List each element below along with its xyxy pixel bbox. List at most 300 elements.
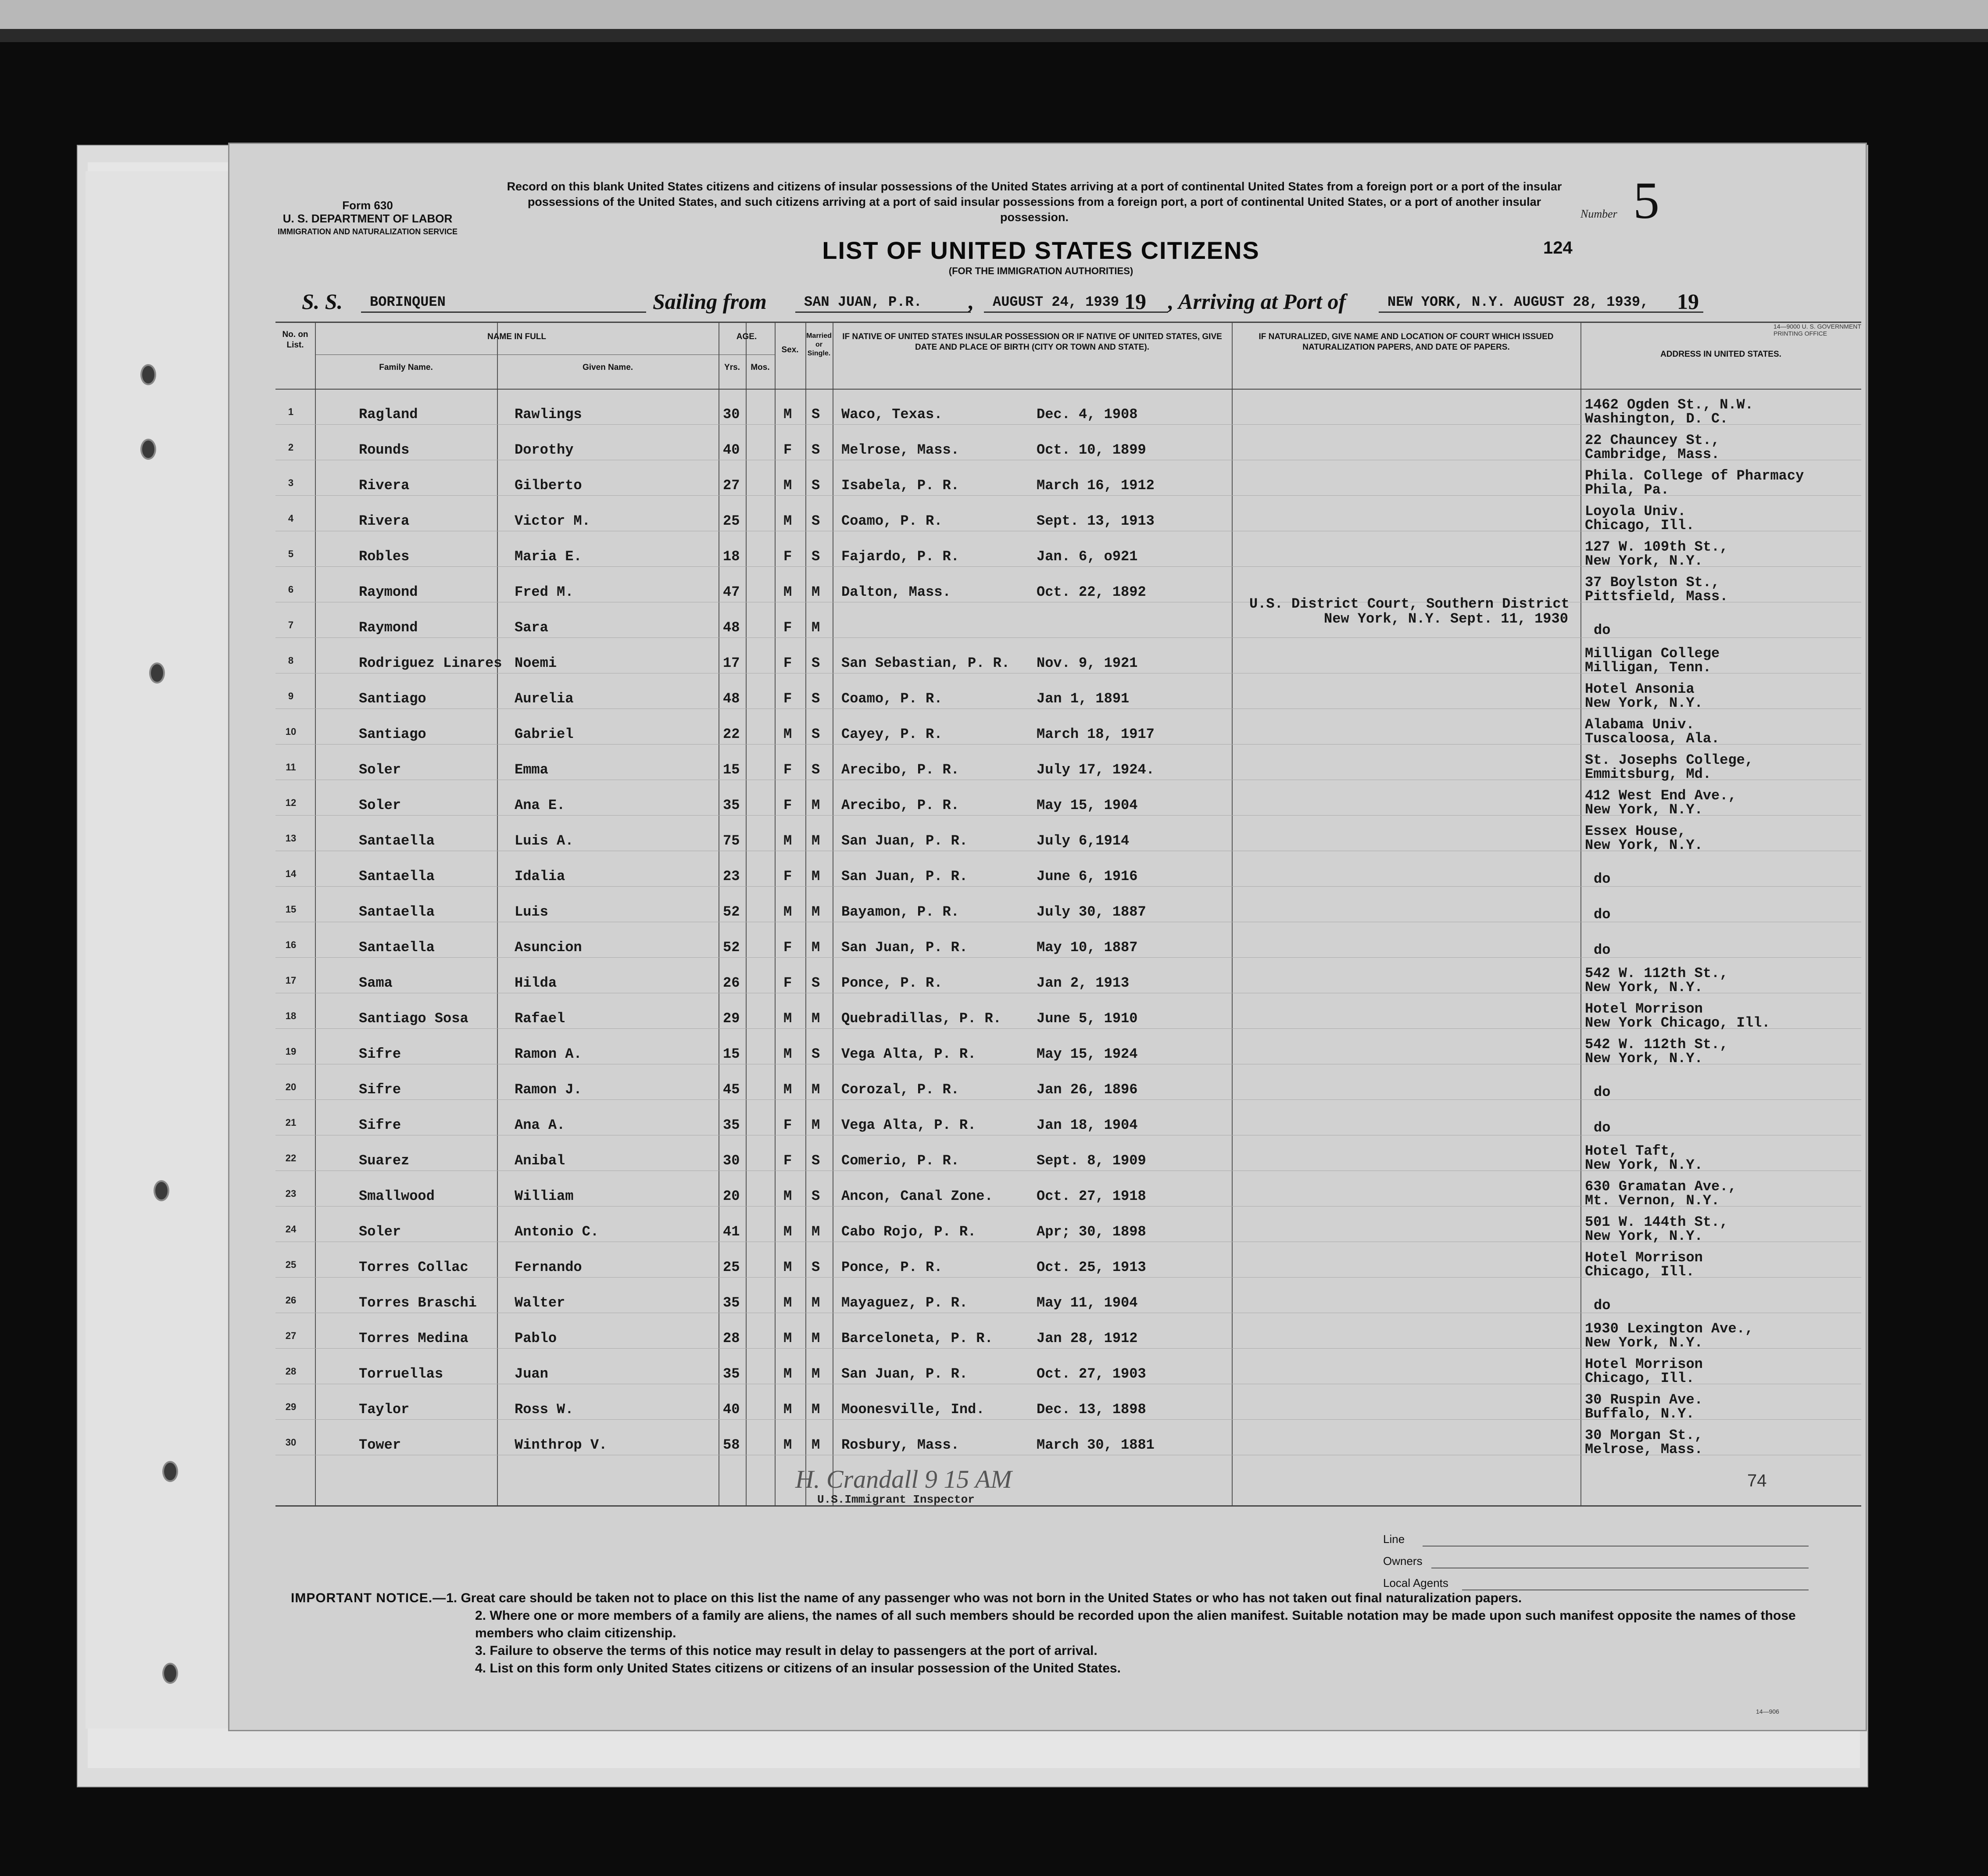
cell-given: Ana E. [515,797,565,813]
cell-ms: S [812,477,820,494]
bottom-print-code: 14—906 [1756,1708,1779,1715]
cell-addr1: Alabama Univ. [1585,716,1695,733]
cell-given: Antonio C. [515,1224,599,1240]
cell-no: 23 [285,1188,297,1199]
row-rule [275,886,1861,887]
ship-name: BORINQUEN [370,294,446,310]
cell-place: Melrose, Mass. [841,442,959,458]
cell-addr2: Milligan, Tenn. [1585,659,1712,676]
cell-yrs: 45 [723,1081,740,1098]
cell-family: Torres Medina [359,1330,468,1346]
binder-hole [140,364,156,385]
cell-yrs: 26 [723,975,740,991]
col-divider [1580,323,1581,1505]
cell-sex: M [783,477,792,494]
cell-date: May 11, 1904 [1037,1295,1138,1311]
cell-yrs: 40 [723,1401,740,1418]
cell-ms: M [812,1366,820,1382]
cell-date: Sept. 8, 1909 [1037,1153,1146,1169]
cell-no: 5 [288,548,294,559]
cell-sex: M [783,513,792,529]
cell-sex: F [783,868,792,884]
cell-family: Sifre [359,1046,401,1062]
cell-date: May 10, 1887 [1037,939,1138,956]
cell-place: Moonesville, Ind. [841,1401,985,1418]
cell-sex: F [783,1117,792,1133]
arriving-label: , Arriving at Port of [1168,289,1346,314]
cell-date: March 18, 1917 [1037,726,1155,742]
cell-no: 8 [288,655,294,666]
cell-yrs: 35 [723,797,740,813]
sailing-date: AUGUST 24, 1939 [993,294,1119,310]
cell-no: 29 [285,1401,297,1412]
hdr-sex: Sex. [781,345,799,354]
cell-date: Jan 18, 1904 [1037,1117,1138,1133]
cell-given: William [515,1188,574,1204]
cell-yrs: 52 [723,939,740,956]
cell-addr2: New York, N.Y. [1585,1228,1703,1244]
cell-given: Aurelia [515,691,574,707]
cell-addr1: Hotel Morrison [1585,1001,1703,1017]
binder-hole [162,1461,178,1482]
cell-addr1: Hotel Taft, [1585,1143,1678,1159]
cell-ms: M [812,619,820,636]
cell-ms: M [812,1401,820,1418]
cell-date: July 30, 1887 [1037,904,1146,920]
cell-date: June 6, 1916 [1037,868,1138,884]
cell-sex: F [783,762,792,778]
cell-ms: S [812,655,820,671]
agents-label: Local Agents [1383,1576,1448,1590]
cell-date: Jan 26, 1896 [1037,1081,1138,1098]
cell-given: Winthrop V. [515,1437,608,1453]
cell-ms: S [812,548,820,565]
cell-addr1: 1930 Lexington Ave., [1585,1321,1754,1337]
cell-date: Jan 28, 1912 [1037,1330,1138,1346]
passenger-table [275,322,1861,1507]
cell-given: Emma [515,762,548,778]
cell-yrs: 22 [723,726,740,742]
cell-yrs: 30 [723,1153,740,1169]
cell-addr1: Milligan College [1585,645,1720,662]
col-divider [497,323,498,1505]
hdr-name: NAME IN FULL [487,332,547,341]
cell-no: 2 [288,442,294,453]
cell-place: Barceloneta, P. R. [841,1330,993,1346]
cell-sex: M [783,1188,792,1204]
cell-date: July 17, 1924. [1037,762,1155,778]
cell-given: Gilberto [515,477,582,494]
cell-sex: F [783,797,792,813]
cell-addr1: 630 Gramatan Ave., [1585,1178,1737,1195]
cell-given: Sara [515,619,548,636]
line-label: Line [1383,1532,1405,1546]
row-rule [275,1099,1861,1100]
cell-sex: F [783,691,792,707]
cell-addr1: 542 W. 112th St., [1585,965,1728,981]
cell-addr1: do [1594,871,1611,887]
cell-given: Hilda [515,975,557,991]
hdr-address: ADDRESS IN UNITED STATES. [1660,350,1781,359]
cell-family: Rodriguez Linares [359,655,502,671]
cell-no: 9 [288,691,294,702]
cell-family: Robles [359,548,410,565]
cell-addr2: Emmitsburg, Md. [1585,766,1712,782]
cell-ms: M [812,797,820,813]
cell-addr2: New York, N.Y. [1585,837,1703,853]
inspector-signature: H. Crandall 9 15 AM [795,1465,1012,1493]
page-title: LIST OF UNITED STATES CITIZENS [822,236,1260,264]
cell-addr2: New York, N.Y. [1585,553,1703,569]
cell-sex: M [783,1330,792,1346]
cell-family: Rivera [359,477,410,494]
cell-no: 3 [288,477,294,488]
cell-place: San Juan, P. R. [841,833,968,849]
cell-sex: M [783,406,792,422]
cell-place: San Juan, P. R. [841,1366,968,1382]
ship-underline [361,311,646,313]
cell-place: Arecibo, P. R. [841,762,959,778]
hdr-naturalized: IF NATURALIZED, GIVE NAME AND LOCATION OF COURT WHICH ISSUED NATURALIZATION PAPERS, AND DATE OF PAPERS. [1259,332,1554,352]
cell-given: Noemi [515,655,557,671]
cell-given: Rafael [515,1010,565,1027]
cell-yrs: 58 [723,1437,740,1453]
cell-yrs: 52 [723,904,740,920]
hdr-family: Family Name. [379,363,433,372]
cell-sex: M [783,1437,792,1453]
cell-addr2: New York Chicago, Ill. [1585,1015,1770,1031]
cell-date: Jan. 6, o921 [1037,548,1138,565]
hdr-yrs: Yrs. [724,363,740,372]
scan-top-band [0,0,1988,29]
cell-yrs: 20 [723,1188,740,1204]
cell-family: Suarez [359,1153,410,1169]
cell-sex: M [783,1295,792,1311]
cell-no: 25 [285,1259,297,1270]
cell-addr2: New York, N.Y. [1585,1157,1703,1173]
cell-ms: M [812,1437,820,1453]
cell-sex: M [783,904,792,920]
cell-place: Cabo Rojo, P. R. [841,1224,976,1240]
cell-yrs: 75 [723,833,740,849]
service: IMMIGRATION AND NATURALIZATION SERVICE [278,227,458,236]
cell-yrs: 15 [723,762,740,778]
cell-no: 26 [285,1295,297,1306]
col-divider [746,323,747,1505]
cell-addr1: Hotel Ansonia [1585,681,1695,697]
naturalization-court: New York, N.Y. Sept. 11, 1930 [1324,611,1568,627]
cell-given: Ramon J. [515,1081,582,1098]
top-print-code: 14—9000 U. S. GOVERNMENT PRINTING OFFICE [1773,323,1861,337]
cell-addr1: Hotel Morrison [1585,1249,1703,1266]
col-divider [805,323,806,1505]
cell-sex: M [783,1010,792,1027]
cell-given: Luis [515,904,548,920]
cell-no: 14 [285,868,297,879]
cell-no: 13 [285,833,297,844]
cell-given: Dorothy [515,442,574,458]
hdr-mos: Mos. [751,363,770,372]
cell-date: March 16, 1912 [1037,477,1155,494]
cell-no: 17 [285,975,297,986]
cell-addr2: Washington, D. C. [1585,411,1728,427]
cell-yrs: 47 [723,584,740,600]
cell-addr2: Chicago, Ill. [1585,1264,1695,1280]
cell-place: San Sebastian, P. R. [841,655,1010,671]
cell-family: Soler [359,1224,401,1240]
cell-yrs: 23 [723,868,740,884]
binder-hole [154,1180,169,1201]
cell-no: 18 [285,1010,297,1021]
cell-ms: M [812,1224,820,1240]
cell-addr2: Phila, Pa. [1585,482,1670,498]
cell-addr1: 22 Chauncey St., [1585,432,1720,448]
line-underline [1423,1546,1809,1547]
cell-place: Dalton, Mass. [841,584,951,600]
cell-family: Santaella [359,868,435,884]
cell-place: San Juan, P. R. [841,939,968,956]
cell-sex: F [783,619,792,636]
cell-ms: M [812,1117,820,1133]
cell-family: Torres Braschi [359,1295,477,1311]
cell-addr1: do [1594,906,1611,923]
cell-given: Victor M. [515,513,590,529]
cell-addr2: Chicago, Ill. [1585,1370,1695,1386]
col-divider [775,323,776,1505]
cell-addr2: New York, N.Y. [1585,695,1703,711]
cell-ms: M [812,833,820,849]
cell-family: Santiago [359,691,426,707]
cell-ms: M [812,1010,820,1027]
cell-sex: M [783,1224,792,1240]
cell-sex: M [783,1259,792,1275]
cell-yrs: 15 [723,1046,740,1062]
cell-sex: M [783,1401,792,1418]
cell-addr1: 1462 Ogden St., N.W. [1585,397,1754,413]
form-number: Form 630 [342,199,393,212]
cell-sex: F [783,442,792,458]
cell-yrs: 25 [723,1259,740,1275]
cell-ms: S [812,1046,820,1062]
cell-addr1: do [1594,1120,1611,1136]
cell-family: Tower [359,1437,401,1453]
cell-no: 10 [285,726,297,737]
cell-addr2: Cambridge, Mass. [1585,446,1720,462]
cell-yrs: 30 [723,406,740,422]
cell-addr1: 127 W. 109th St., [1585,539,1728,555]
ss-label: S. S. [302,289,343,314]
arrival-year-hand: 19 [1677,289,1699,314]
cell-addr1: 412 West End Ave., [1585,788,1737,804]
cell-sex: F [783,548,792,565]
cell-place: Rosbury, Mass. [841,1437,959,1453]
cell-family: Taylor [359,1401,410,1418]
cell-no: 12 [285,797,297,808]
cell-ms: S [812,1259,820,1275]
comma: , [969,289,974,314]
cell-addr1: 30 Ruspin Ave. [1585,1392,1703,1408]
cell-addr2: Mt. Vernon, N.Y. [1585,1192,1720,1209]
cell-place: Quebradillas, P. R. [841,1010,1001,1027]
cell-place: Arecibo, P. R. [841,797,959,813]
cell-addr2: New York, N.Y. [1585,802,1703,818]
cell-given: Idalia [515,868,565,884]
page-subtitle: (FOR THE IMMIGRATION AUTHORITIES) [948,265,1133,276]
cell-no: 11 [286,762,296,773]
cell-family: Torruellas [359,1366,443,1382]
row-rule [275,637,1861,638]
hdr-married: Married or Single. [806,332,832,357]
cell-no: 27 [285,1330,297,1341]
cell-place: Vega Alta, P. R. [841,1117,976,1133]
arrival-underline [1379,311,1703,313]
cell-no: 24 [285,1224,297,1235]
cell-given: Fred M. [515,584,574,600]
cell-yrs: 17 [723,655,740,671]
cell-no: 6 [288,584,294,595]
cell-family: Raymond [359,619,418,636]
cell-date: July 6,1914 [1037,833,1130,849]
form-header [271,199,464,238]
cell-addr1: St. Josephs College, [1585,752,1754,768]
cell-yrs: 35 [723,1366,740,1382]
notice-item-3: 3. Failure to observe the terms of this notice may result in delay to passengers at the port of arrival. [475,1643,1098,1658]
cell-addr1: do [1594,942,1611,958]
cell-place: Mayaguez, P. R. [841,1295,968,1311]
cell-sex: M [783,1046,792,1062]
notice-head: IMPORTANT NOTICE.— [291,1591,447,1605]
cell-addr2: New York, N.Y. [1585,1335,1703,1351]
cell-addr2: Melrose, Mass. [1585,1441,1703,1457]
cell-place: Coamo, P. R. [841,513,943,529]
cell-addr1: 501 W. 144th St., [1585,1214,1728,1230]
cell-family: Smallwood [359,1188,435,1204]
cell-ms: S [812,691,820,707]
cell-given: Maria E. [515,548,582,565]
cell-sex: F [783,939,792,956]
important-notice [291,1590,1826,1677]
cell-ms: S [812,726,820,742]
cell-place: Ponce, P. R. [841,975,943,991]
stamp-number: 124 [1543,238,1573,258]
cell-ms: M [812,868,820,884]
cell-date: Dec. 13, 1898 [1037,1401,1146,1418]
cell-given: Pablo [515,1330,557,1346]
cell-place: Ancon, Canal Zone. [841,1188,993,1204]
cell-no: 16 [285,939,297,950]
cell-addr1: Essex House, [1585,823,1686,839]
cell-family: Soler [359,797,401,813]
cell-addr1: do [1594,1084,1611,1100]
cell-family: Sifre [359,1117,401,1133]
cell-ms: S [812,1153,820,1169]
cell-no: 21 [285,1117,297,1128]
cell-ms: M [812,1081,820,1098]
cell-given: Ramon A. [515,1046,582,1062]
cell-place: Cayey, P. R. [841,726,943,742]
cell-given: Rawlings [515,406,582,422]
notice-item-4: 4. List on this form only United States citizens or citizens of an insular possession of the United States. [475,1661,1121,1676]
cell-addr1: 542 W. 112th St., [1585,1036,1728,1053]
cell-ms: S [812,513,820,529]
binder-hole [140,439,156,460]
notice-line-1 [291,1590,1826,1607]
cell-no: 15 [285,904,297,915]
cell-place: Bayamon, P. R. [841,904,959,920]
cell-date: May 15, 1924 [1037,1046,1138,1062]
cell-place: Waco, Texas. [841,406,943,422]
cell-sex: F [783,1153,792,1169]
cell-family: Torres Collac [359,1259,468,1275]
cell-ms: M [812,584,820,600]
cell-given: Anibal [515,1153,565,1169]
cell-yrs: 40 [723,442,740,458]
cell-no: 19 [285,1046,297,1057]
cell-yrs: 48 [723,691,740,707]
cell-addr1: do [1594,622,1611,638]
cell-given: Ana A. [515,1117,565,1133]
cell-family: Santaella [359,833,435,849]
cell-place: Vega Alta, P. R. [841,1046,976,1062]
cell-ms: S [812,1188,820,1204]
notice-item-2: 2. Where one or more members of a family are aliens, the names of all such members should be recorded upon the alien manifest. Suitable notation may be made upon such manifest opposite the names of those members who claim citizenship. [475,1608,1796,1640]
cell-sex: F [783,975,792,991]
cell-given: Walter [515,1295,565,1311]
cell-addr2: Chicago, Ill. [1585,517,1695,533]
number-label: Number [1580,208,1617,220]
header-subline [315,354,775,355]
cell-date: March 30, 1881 [1037,1437,1155,1453]
cell-addr1: Phila. College of Pharmacy [1585,468,1804,484]
cell-ms: M [812,1330,820,1346]
cell-ms: S [812,762,820,778]
manifest-page [228,143,1867,1731]
cell-yrs: 48 [723,619,740,636]
cell-sex: M [783,726,792,742]
binder-hole [162,1663,178,1684]
cell-sex: M [783,584,792,600]
hdr-no: No. on List. [282,330,308,350]
cell-addr2: New York, N.Y. [1585,979,1703,995]
cell-place: Fajardo, P. R. [841,548,959,565]
cell-ms: S [812,406,820,422]
row-rule [275,957,1861,958]
cell-no: 1 [288,406,294,417]
cell-given: Asuncion [515,939,582,956]
cell-no: 30 [285,1437,297,1448]
cell-place: Comerio, P. R. [841,1153,959,1169]
col-divider [315,323,316,1505]
cell-date: Oct. 10, 1899 [1037,442,1146,458]
cell-place: Ponce, P. R. [841,1259,943,1275]
record-instructions: Record on this blank United States citizens and citizens of insular possessions of the United States arriving at a port of continental United States from a foreign port or a port of the insular possessions of the United States, and such citizens arriving at a port of said insular possessions from a foreign port, a port of continental United States, or a port of another insular possession. [507,180,1562,224]
col-divider [1232,323,1233,1505]
cell-date: Jan 2, 1913 [1037,975,1130,991]
cell-ms: S [812,975,820,991]
side-card [86,171,236,1729]
cell-date: Dec. 4, 1908 [1037,406,1138,422]
notice-item-1: 1. Great care should be taken not to place on this list the name of any passenger who was not born in the United States or who has not taken out final naturalization papers. [446,1591,1522,1605]
cell-family: Santiago [359,726,426,742]
sailing-label: Sailing from [653,289,767,314]
cell-family: Rivera [359,513,410,529]
cell-ms: S [812,442,820,458]
cell-date: Jan 1, 1891 [1037,691,1130,707]
cell-ms: M [812,1295,820,1311]
scan-dark-band [0,29,1988,42]
cell-ms: M [812,939,820,956]
header-bottom [275,389,1861,390]
